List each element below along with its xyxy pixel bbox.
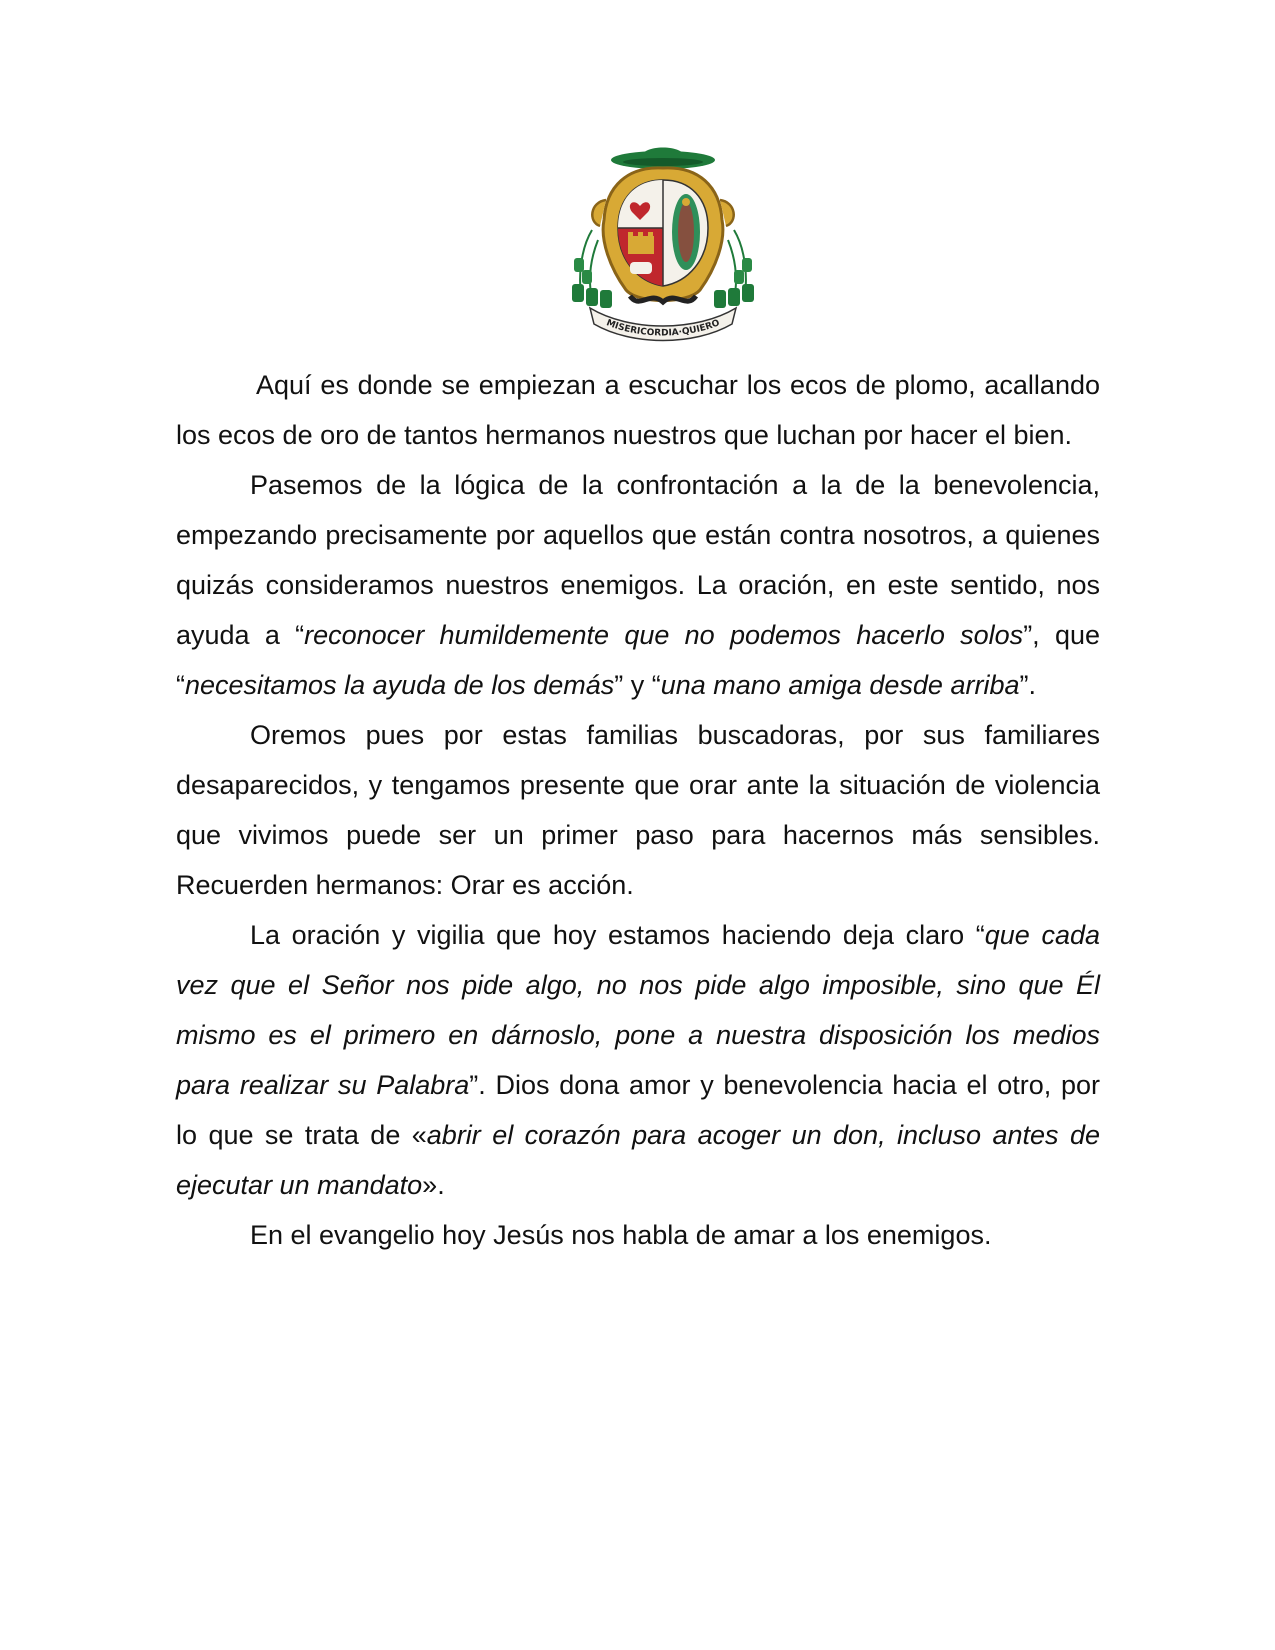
text-run: Aquí es donde se empiezan a escuchar los ecos de plomo, acallando los ecos de oro de tantos hermanos nuestros que luchan por hacer el bien. [176,370,1100,450]
paragraph-5 [176,1210,1100,1260]
motto-text: MISERICORDIA·QUIERO [604,318,722,339]
galero-hat [611,148,715,170]
text-run: ”. Dios dona amor y benevolencia hacia el otro, por lo que se trata de « [176,1070,1100,1150]
text-run: En el evangelio hoy Jesús nos habla de amar a los enemigos. [250,1220,992,1250]
quoted-text: reconocer humildemente que no podemos hacerlo solos [304,620,1024,650]
quoted-text: necesitamos la ayuda de los demás [185,670,615,700]
paragraph-3 [176,710,1100,910]
episcopal-coat-of-arms [570,140,756,355]
text-run: ». [422,1170,445,1200]
text-run: La oración y vigilia que hoy estamos haciendo deja claro “ [250,920,985,950]
text-run: Oremos pues por estas familias buscadoras, por sus familiares desaparecidos, y tengamos presente que orar ante la situación de violencia que vivimos puede ser un primer paso para hacernos más sensibles. Recuerden hermanos: Orar es acción. [176,720,1100,900]
coat-of-arms-logo [570,140,756,355]
quoted-text: que cada vez que el Señor nos pide algo, no nos pide algo imposible, sino que Él mismo es el primero en dárnoslo, pone a nuestra disposición los medios para realizar su Palabra [176,920,1100,1100]
letter-body [176,360,1100,1260]
quoted-text: abrir el corazón para acoger un don, incluso antes de ejecutar un mandato [176,1120,1100,1200]
text-run: ” y “ [614,670,661,700]
text-run: Pasemos de la lógica de la confrontación a la de la benevolencia, empezando precisamente por aquellos que están contra nosotros, a quienes quizás consideramos nuestros enemigos. La oración, en este sentido, nos ayuda a “ [176,470,1100,650]
paragraph-2 [176,460,1100,710]
text-run: ”. [1019,670,1036,700]
paragraph-4 [176,910,1100,1210]
text-run: ”, que “ [176,620,1101,700]
motto-ribbon [590,308,736,341]
paragraph-1 [176,360,1100,460]
quoted-text: una mano amiga desde arriba [660,670,1020,700]
